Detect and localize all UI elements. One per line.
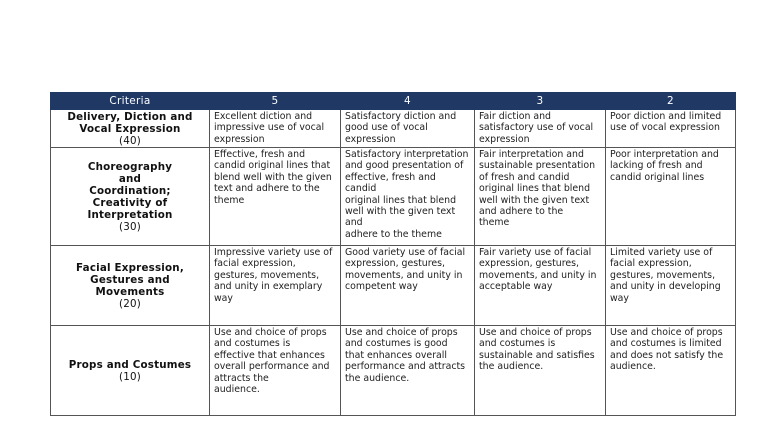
table-row (51, 246, 736, 326)
rubric-table (50, 92, 736, 416)
score-3-cell: Use and choice of props and costumes is sustainable and satisfies the audience. (475, 326, 606, 416)
criterion-name: Props and Costumes (68, 359, 192, 371)
header-score-4: 4 (341, 93, 475, 110)
criterion-points: (10) (119, 371, 141, 383)
score-5-cell: Excellent diction and impressive use of vocal expression (210, 110, 341, 148)
score-3-cell: Fair variety use of facial expression, gestures, movements, and unity in acceptable way (475, 246, 606, 326)
score-4-cell: Satisfactory interpretation and good presentation of effective, fresh and candid original lines that blend well with the given text and adhere to the theme (341, 148, 475, 246)
criterion-cell (51, 326, 210, 416)
header-row (51, 93, 736, 110)
score-5-cell: Impressive variety use of facial expression, gestures, movements, and unity in exemplary way (210, 246, 341, 326)
criterion-points: (20) (119, 298, 141, 310)
score-5-cell: Effective, fresh and candid original lines that blend well with the given text and adhere to the theme (210, 148, 341, 246)
score-2-cell: Limited variety use of facial expression, gestures, movements, and unity in developing way (606, 246, 736, 326)
score-3-cell: Fair diction and satisfactory use of vocal expression (475, 110, 606, 148)
criterion-cell (51, 148, 210, 246)
table-row (51, 110, 736, 148)
header-score-5: 5 (210, 93, 341, 110)
score-4-cell: Use and choice of props and costumes is good that enhances overall performance and attracts the audience. (341, 326, 475, 416)
table-row (51, 148, 736, 246)
header-score-2: 2 (606, 93, 736, 110)
criterion-name: Delivery, Diction and Vocal Expression (67, 111, 193, 135)
score-3-cell: Fair interpretation and sustainable presentation of fresh and candid original lines that blend well with the given text and adhere to the theme (475, 148, 606, 246)
criterion-cell (51, 110, 210, 148)
criterion-name: Facial Expression, Gestures and Movements (76, 262, 184, 298)
header-criteria: Criteria (51, 93, 210, 110)
score-4-cell: Satisfactory diction and good use of vocal expression (341, 110, 475, 148)
score-5-cell: Use and choice of props and costumes is effective that enhances overall performance and attracts the audience. (210, 326, 341, 416)
criterion-cell (51, 246, 210, 326)
table-row (51, 326, 736, 416)
score-4-cell: Good variety use of facial expression, gestures, movements, and unity in competent way (341, 246, 475, 326)
score-2-cell: Poor diction and limited use of vocal expression (606, 110, 736, 148)
criterion-points: (40) (119, 135, 141, 147)
criterion-points: (30) (119, 221, 141, 233)
score-2-cell: Poor interpretation and lacking of fresh and candid original lines (606, 148, 736, 246)
score-2-cell: Use and choice of props and costumes is limited and does not satisfy the audience. (606, 326, 736, 416)
criterion-name: Choreography and Coordination; Creativity of Interpretation (87, 161, 173, 221)
header-score-3: 3 (475, 93, 606, 110)
